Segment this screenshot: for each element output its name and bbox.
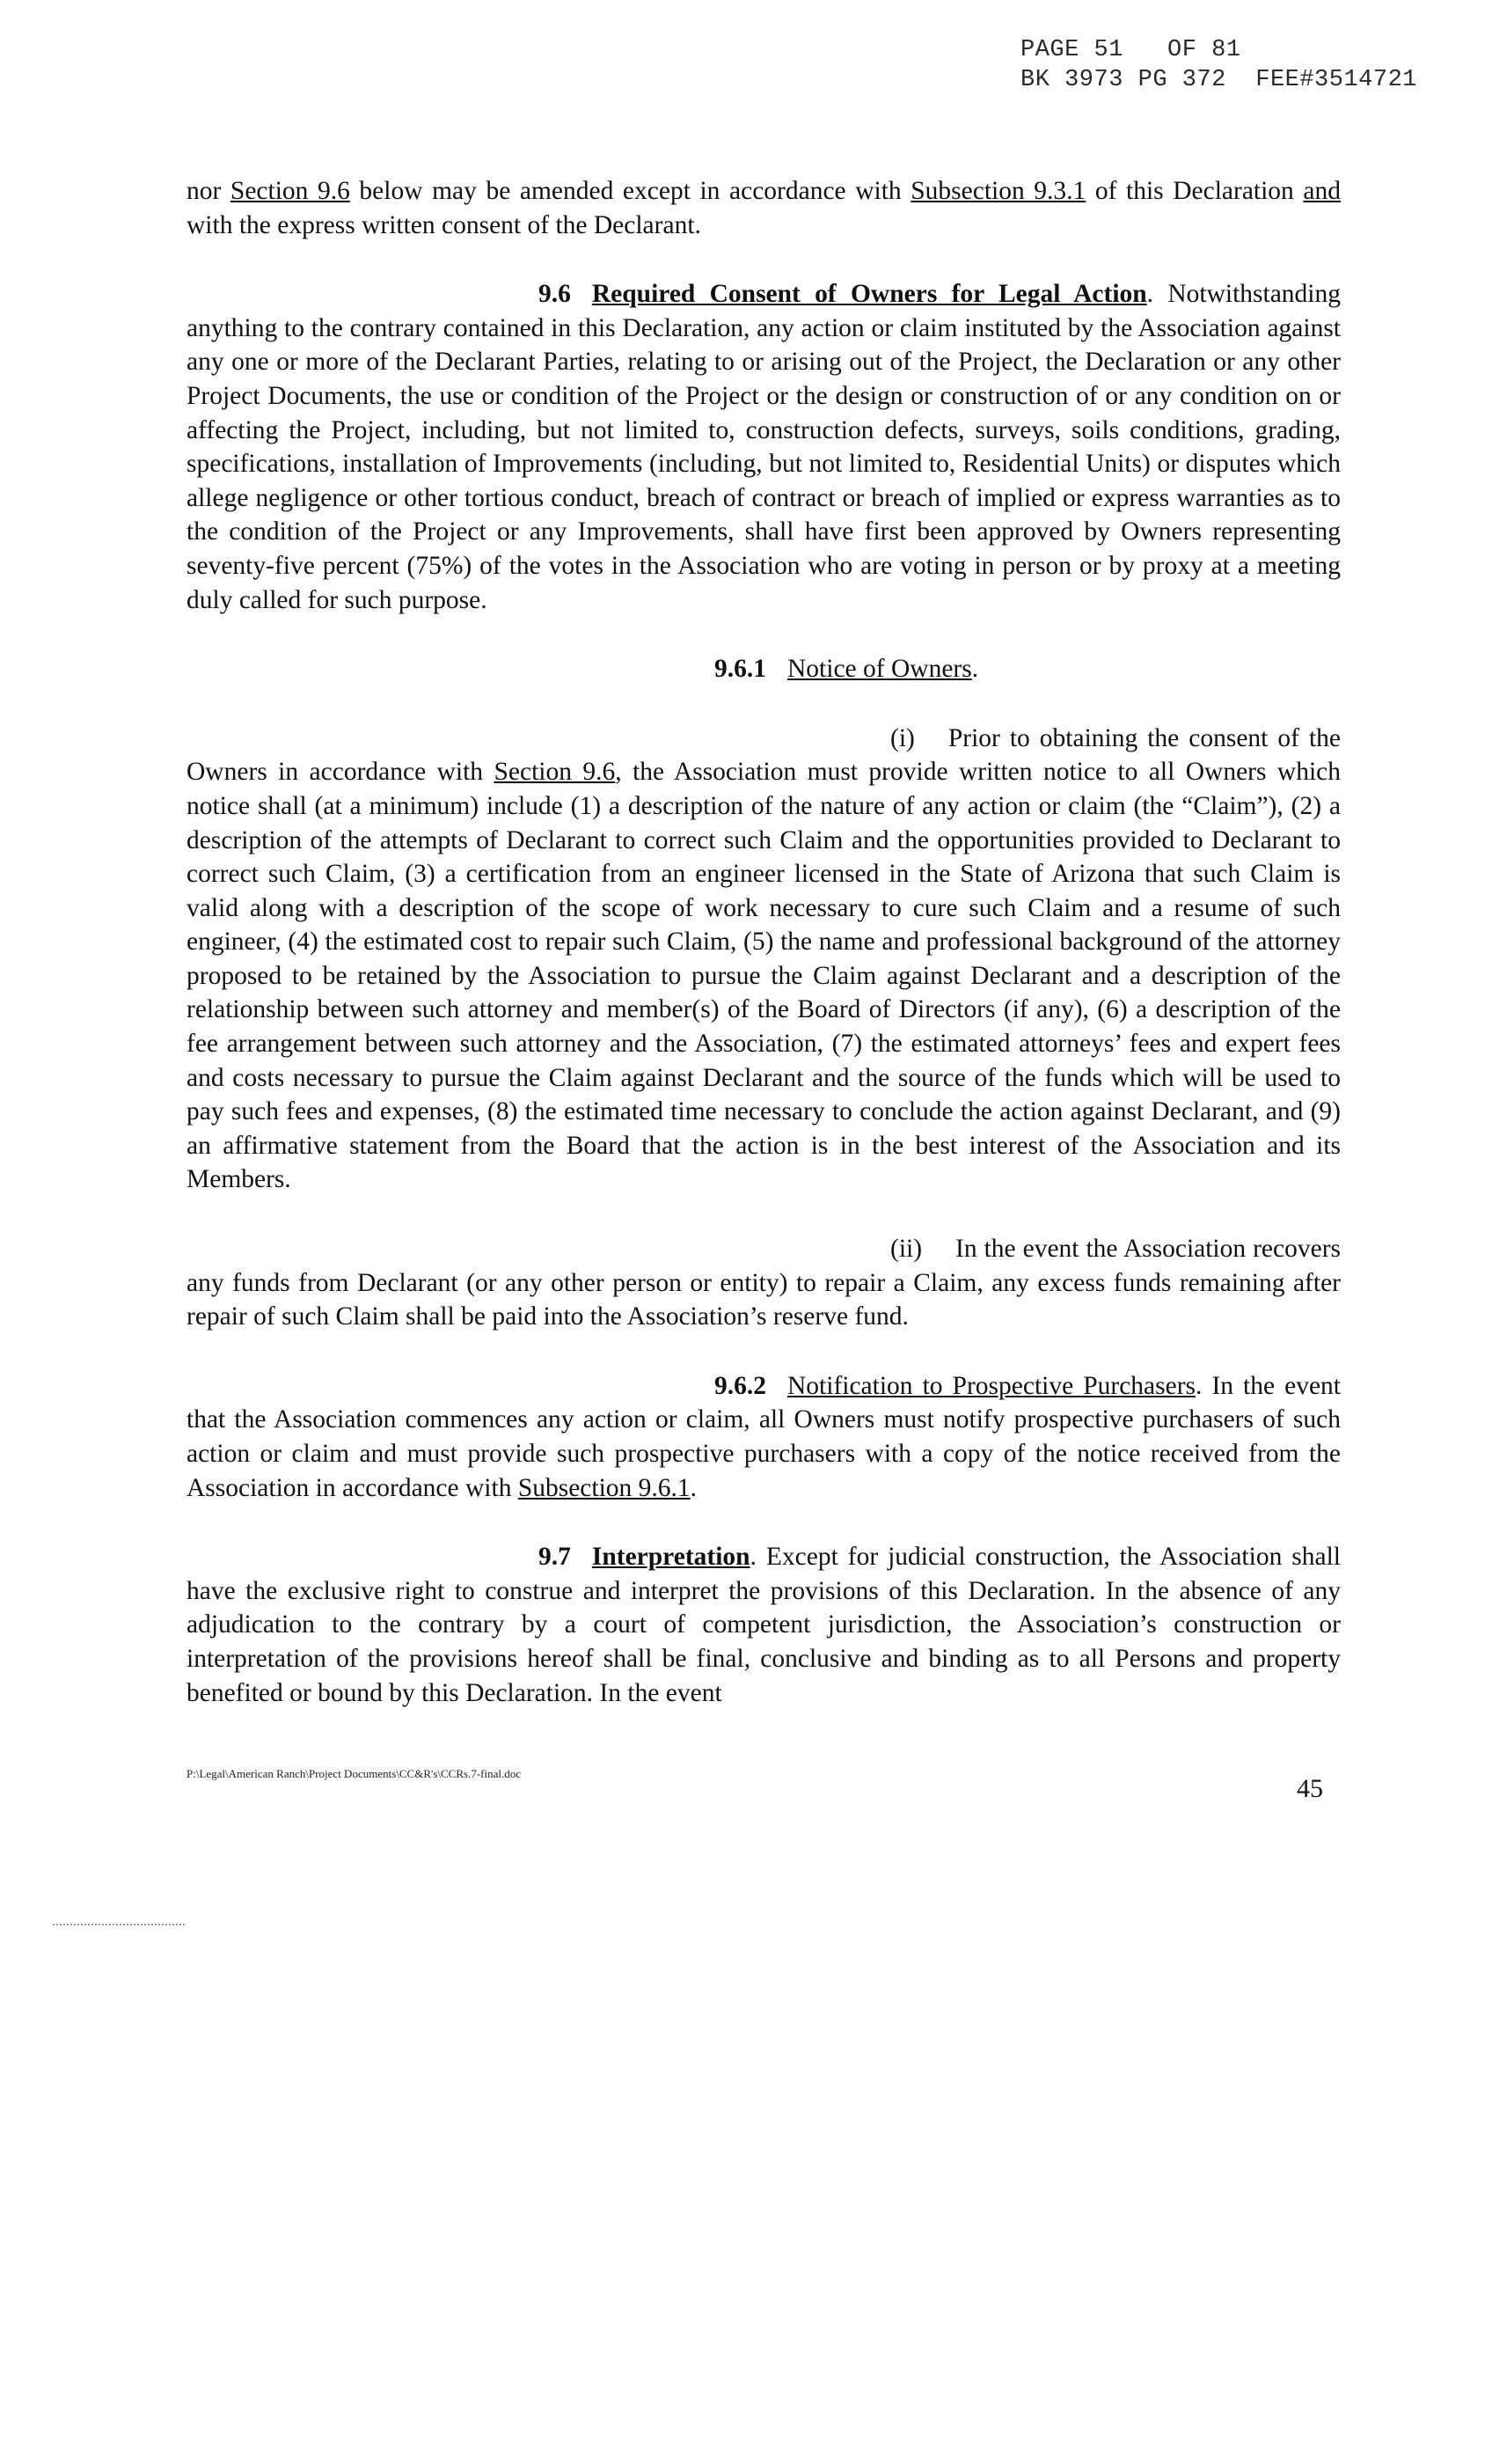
subsection-ref-9-3-1: Subsection 9.3.1 xyxy=(911,177,1086,205)
and-emphasis: and xyxy=(1303,177,1341,205)
subsection-number: 9.6.2 xyxy=(714,1371,766,1400)
subsection-9-6-2: 9.6.2 Notification to Prospective Purchasers. In the event that the Association commences any action or claim, all Owners must notify prospective purchasers of such action or claim and must provide such prospective purchasers with a copy of the notice received from the Association in accordance with Subsection 9.6.1. xyxy=(186,1369,1341,1505)
document-body xyxy=(186,174,1341,1710)
paragraph-intro: nor Section 9.6 below may be amended except in accordance with Subsection 9.3.1 of this Declaration and with the express written consent of the Declarant. xyxy=(186,177,1341,239)
subsection-ref-9-6-1: Subsection 9.6.1 xyxy=(517,1473,691,1502)
section-ref-9-6: Section 9.6 xyxy=(494,758,616,787)
section-heading: Interpretation xyxy=(591,1543,750,1572)
clause-label: (i) xyxy=(890,723,915,752)
recording-stamp-page: PAGE 51 OF 81 xyxy=(1020,37,1241,63)
section-body: . Except for judicial construction, the Association shall have the exclusive right to construe and interpret the provisions of this Declaration. In the absence of any adjudication to the contrary by a court of competent jurisdiction, the Association’s construction or interpretation of the provisions hereof shall be final, conclusive and binding as to all Persons and property benefited or bound by this Declaration. In the event xyxy=(186,1543,1341,1707)
clause-body: In the event the Association recovers any funds from Declarant (or any other person or entity) to repair a Claim, any excess funds remaining after repair of such Claim shall be paid into the Association’s reserve fund. xyxy=(186,1235,1341,1331)
section-number: 9.7 xyxy=(538,1543,571,1572)
section-number: 9.6 xyxy=(538,280,571,309)
clause-label: (ii) xyxy=(890,1235,923,1264)
clause-9-6-1-i: (i) Prior to obtaining the consent of the Owners in accordance with Section 9.6, the Association must provide written notice to all Owners which notice shall (at a minimum) include (1) a description of the nature of any action or claim (the “Claim”), (2) a description of the attempts of Declarant to correct such Claim and the opportunities provided to Declarant to correct such Claim, (3) a certification from an engineer licensed in the State of Arizona that such Claim is valid along with a description of the scope of work necessary to cure such Claim and a resume of such engineer, (4) the estimated cost to repair such Claim, (5) the name and professional background of the attorney proposed to be retained by the Association to pursue the Claim against Declarant and a description of the relationship between such attorney and member(s) of the Board of Directors (if any), (6) a description of the fee arrangement between such attorney and the Association, (7) the estimated attorneys’ fees and expert fees and costs necessary to pursue the Claim against Declarant and the source of the funds which will be used to pay such fees and expenses, (8) the estimated time necessary to conclude the action against Declarant, and (9) an affirmative statement from the Board that the action is in the best interest of the Association and its Members. xyxy=(186,722,1341,1197)
page-number: 45 xyxy=(1297,1774,1323,1803)
clause-9-6-1-ii xyxy=(186,1232,1341,1334)
scan-artifact xyxy=(53,1924,185,1925)
subsection-heading: Notice of Owners xyxy=(787,655,972,684)
section-heading: Required Consent of Owners for Legal Action xyxy=(591,280,1147,309)
section-9-7 xyxy=(186,1540,1341,1710)
footer-file-path: P:\Legal\American Ranch\Project Documents\CC&R's\CCRs.7-final.doc xyxy=(186,1767,522,1780)
subsection-heading: Notification to Prospective Purchasers xyxy=(787,1371,1196,1400)
subsection-9-6-1: 9.6.1 Notice of Owners. xyxy=(186,652,1341,686)
section-ref-9-6: Section 9.6 xyxy=(230,177,350,205)
section-9-6 xyxy=(186,277,1341,617)
subsection-number: 9.6.1 xyxy=(714,655,766,684)
recording-stamp xyxy=(1020,35,1417,95)
section-body: . Notwithstanding anything to the contrary contained in this Declaration, any action or claim instituted by the Association against any one or more of the Declarant Parties, relating to or arising out of the Project, the Declaration or any other Project Documents, the use or condition of the Project or the design or construction of or any condition on or affecting the Project, including, but not limited to, construction defects, surveys, soils conditions, grading, specifications, installation of Improvements (including, but not limited to, Residential Units) or disputes which allege negligence or other tortious conduct, breach of contract or breach of implied or express warranties as to the condition of the Project or any Improvements, shall have first been approved by Owners representing seventy-five percent (75%) of the votes in the Association who are voting in person or by proxy at a meeting duly called for such purpose. xyxy=(186,280,1341,614)
recording-stamp-book: BK 3973 PG 372 FEE#3514721 xyxy=(1020,67,1417,93)
